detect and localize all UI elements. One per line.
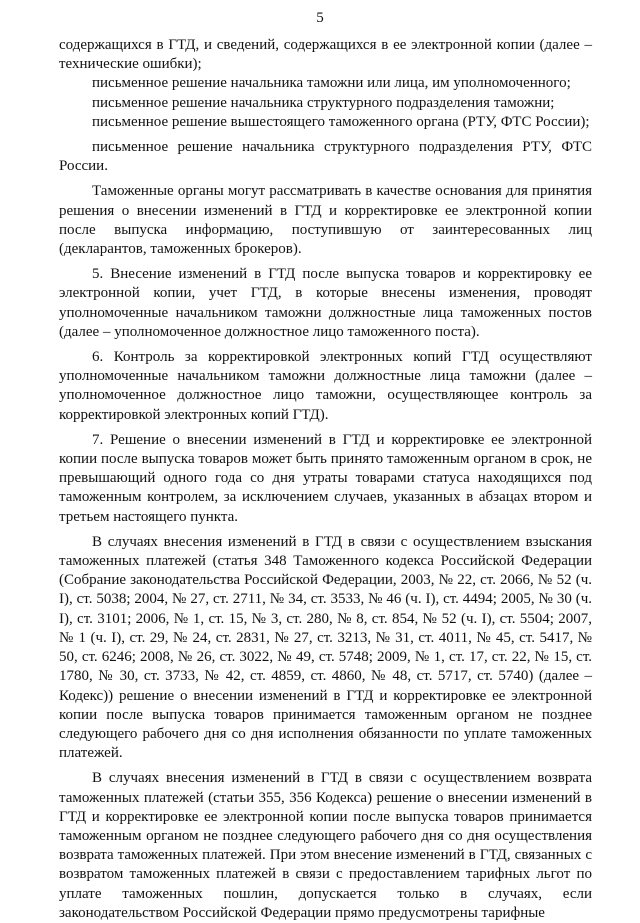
paragraph-refund-case: В случаях внесения изменений в ГТД в связи с осуществлением возврата таможенных платежей (статьи 355, 356 Кодекса) решение о внесении изменений в ГТД и корректировке ее электронной копии после выпуска товаров принимается таможенным органом не позднее следующего рабочего дня со дня осуществления возврата таможенных платежей. При этом внесение изменений в ГТД, связанных с возвратом таможенных платежей в связи с предоставлением тарифных льгот по уплате таможенных пошлин, допускается только в случаях, если законодательством Российской Федерации прямо предусмотрены тарифные bbox=[59, 770, 592, 921]
paragraph-information-basis: Таможенные органы могут рассматривать в качестве основания для принятия решения о внесении изменений в ГТД и корректировке ее электронной копии после выпуска информацию, поступившую от заинтересованных лиц (декларантов, таможенных брокеров). bbox=[59, 183, 592, 258]
paragraph-clause-5: 5. Внесение изменений в ГТД после выпуска товаров и корректировку ее электронной копии, учет ГТД, в которые внесены изменения, проводят уполномоченные начальником таможни должностные лица таможенных постов (далее – уполномоченное должностное лицо таможенного поста). bbox=[59, 266, 592, 340]
list-item-higher-authority-decision: письменное решение вышестоящего таможенного органа (РТУ, ФТС России); bbox=[92, 113, 590, 130]
paragraph-collection-case: В случаях внесения изменений в ГТД в связи с осуществлением взыскания таможенных платежей (статья 348 Таможенного кодекса Российской Федерации (Собрание законодательства Российской Федерации, 2003, № 22, ст. 2066, № 52 (ч. I), ст. 5038; 2004, № 27, ст. 2711, № 34, ст. 3533, № 46 (ч. I), ст. 4494; 2005, № 30 (ч. I), ст. 3101; 2006, № 1, ст. 15, № 3, ст. 280, № 8, ст. 854, № 52 (ч. I), ст. 5504; 2007, № 1 (ч. I), ст. 29, № 24, ст. 2831, № 27, ст. 3213, № 31, ст. 4011, № 45, ст. 5417, № 50, ст. 6246; 2008, № 26, ст. 3022, № 49, ст. 5748; 2009, № 1, ст. 17, ст. 22, № 15, ст. 1780, № 30, ст. 3733, № 42, ст. 4859, ст. 4860, № 48, ст. 5717, ст. 5740) (далее – Кодекс)) решение о внесении изменений в ГТД и корректировке ее электронной копии после выпуска товаров принимается таможенным органом не позднее следующего рабочего дня со дня исполнения обязанности по уплате таможенных платежей. bbox=[59, 533, 592, 762]
list-item-rtu-structural-unit-decision: письменное решение начальника структурного подразделения РТУ, ФТС России. bbox=[59, 139, 592, 175]
list-item-structural-unit-decision: письменное решение начальника структурного подразделения таможни; bbox=[92, 94, 555, 111]
page-number: 5 bbox=[316, 10, 324, 26]
list-item-customs-head-decision: письменное решение начальника таможни или лица, им уполномоченного; bbox=[92, 75, 571, 92]
paragraph-clause-7: 7. Решение о внесении изменений в ГТД и корректировке ее электронной копии после выпуска товаров может быть принято таможенным органом в срок, не превышающий одного года со дня утраты товарами статуса находящихся под таможенным контролем, за исключением случаев, указанных в абзацах втором и третьем настоящего пункта. bbox=[59, 431, 592, 525]
document-body bbox=[59, 36, 592, 923]
paragraph-clause-6: 6. Контроль за корректировкой электронных копий ГТД осуществляют уполномоченные начальником таможни должностные лица таможни (далее – уполномоченное должностное лицо таможни, осуществляющее контроль за корректировкой электронных копий ГТД). bbox=[59, 349, 592, 423]
paragraph-technical-errors: содержащихся в ГТД, и сведений, содержащихся в ее электронной копии (далее – технические ошибки); bbox=[59, 37, 592, 73]
